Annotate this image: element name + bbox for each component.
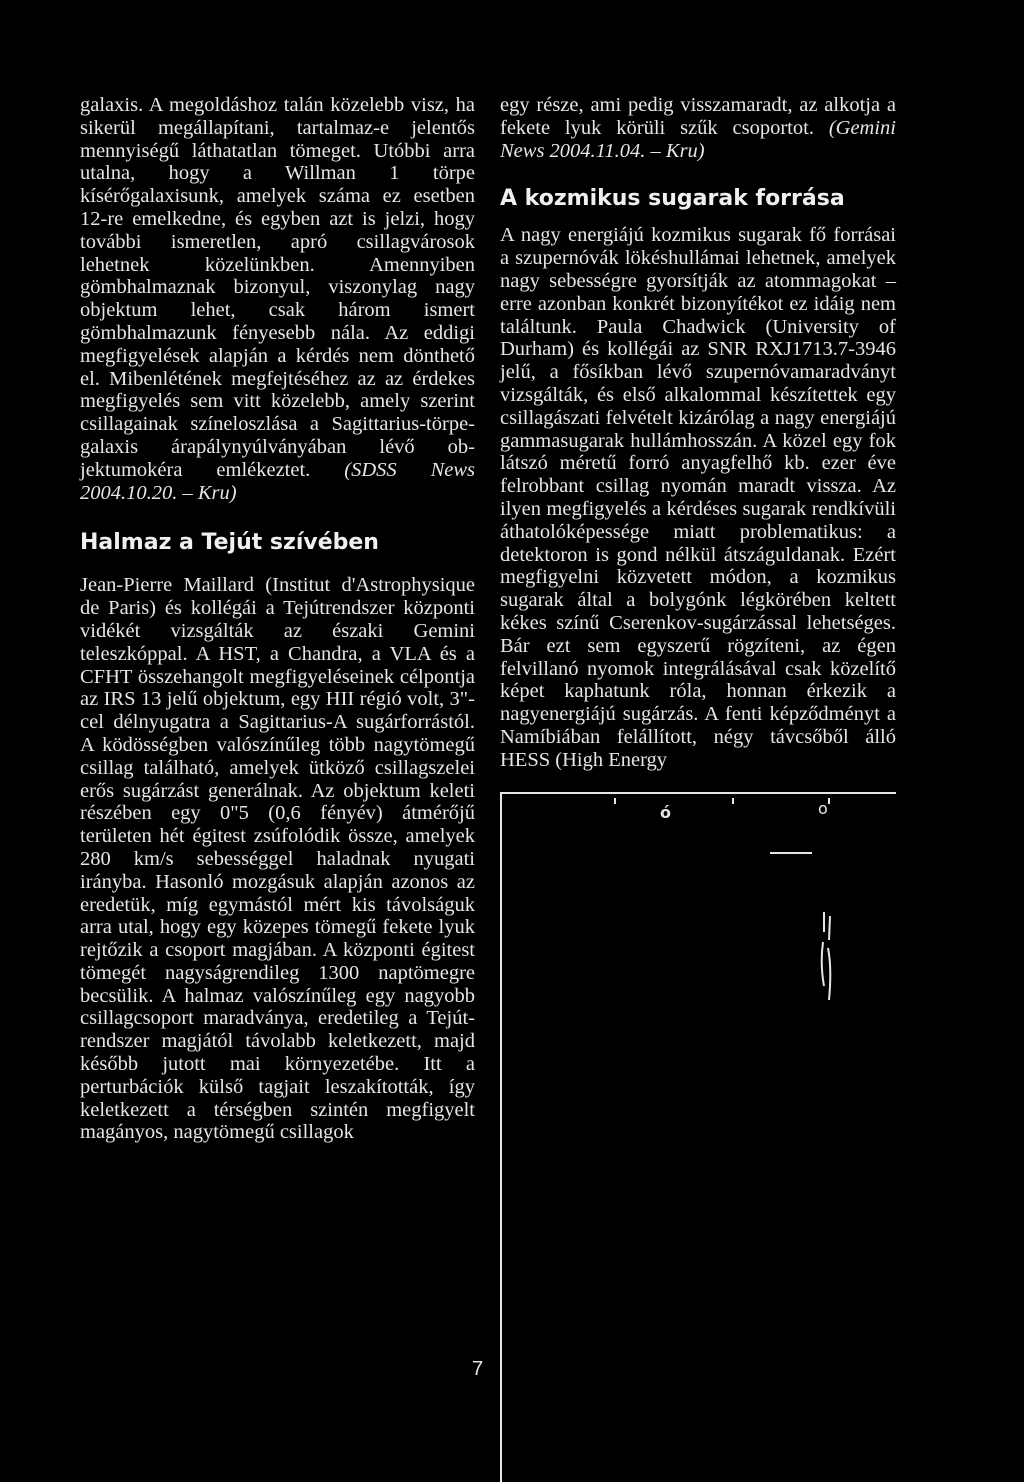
figure-frame <box>500 792 896 1482</box>
page-number: 7 <box>472 1358 484 1380</box>
right-column <box>500 94 896 1482</box>
figure-streaks <box>820 908 844 1008</box>
right-paragraph-0 <box>500 94 896 162</box>
figure-dash-line <box>770 852 812 854</box>
right-paragraph-0-text: egy része, ami pedig visszamaradt, az alkotja a fekete lyuk körüli szűk csoportot. <box>500 94 896 139</box>
left-paragraph-1 <box>80 94 475 504</box>
figure-tick-2 <box>732 798 734 804</box>
article-heading-kozmikus: A kozmikus sugarak forrása <box>500 186 845 212</box>
left-column <box>80 94 475 1144</box>
left-paragraph-2: Jean-Pierre Maillard (Institut d'Astrophysique de Paris) és kollégái a Tejútrendszer központi vidékét vizsgálták az északi Gemini teleszkóppal. A HST, a Chandra, a VLA és a CFHT összehangolt megfigyeléseinek célpontja az IRS 13 jelű objektum, egy HII régió volt, 3"-cel délnyugatra a Sagittarius-A sugárforrástól. A ködösségben valószínűleg több nagytömegű csillag található, amelyek ütköző csillagszelei erős sugárzást generálnak. Az objektum keleti részében egy 0"5 (0,6 fényév) átmérőjű területen hét égitest zsúfolódik össze, amelyek 280 km/s sebességgel haladnak nyugati irányba. Hasonló mozgásuk alapján azonos az eredetük, míg egymástól mért kis távolságuk arra utal, hogy egy közepes tömegű fekete lyuk rejtőzik a csoport magjában. A központi égitest tömegét nagyságrendileg 1300 naptömegre becsülik. A halmaz valószínűleg egy nagyobb csillagcsoport maradványa, eredetileg a Tejútrendszer magjától távolabb keletkezett, majd később jutott mai környezetébe. Itt a perturbációk külső tagjait leszakították, így keletkezett a térségben szintén megfigyelt magányos, nagytömegű csillagok <box>80 574 475 1144</box>
figure-tick-1 <box>614 798 616 804</box>
figure-tick-3 <box>828 798 830 804</box>
left-paragraph-1-text: galaxis. A megoldáshoz talán közelebb visz, ha sikerül megállapítani, tartalmaz-e jelentős mennyiségű láthatatlan tömeget. Utóbbi arra utalna, hogy a Willman 1 törpe kísérőgalaxisunk, amelyek száma ez esetben 12-re emelkedne, és egyben azt is jelzi, hogy további ismeretlen, apró csillagvárosok lehetnek közelünkben. Amennyiben gömbhalmaznak bizonyul, viszonylag nagy objektum lehet, csak három ismert gömbhalmazunk fényesebb nála. Az eddigi megfigyelések alapján a kérdés nem dönthető el. Mibenlétének megfejtéséhez az az érdekes megfigyelés sem vitt közelebb, amely szerint csillagainak színeloszlása a Sagittarius-törpegalaxis árapálynyúlványában lévő objektumokéra emlékeztet. <box>80 94 475 481</box>
left-paragraph-1-source: (SDSS News 2004.10.20. – Kru) <box>80 458 475 504</box>
right-paragraph-1: A nagy energiájú kozmikus sugarak fő forrásai a szupernóvák lökéshullámai lehetnek, amelyek nagy sebességre gyorsítják az atommagokat – erre azonban konkrét bizonyítékot ez idáig nem találtunk. Paula Chadwick (University of Durham) és kollégái az SNR RXJ1713.7-3946 jelű, a fősíkban lévő szupernóvamaradványt vizsgálták, és első alkalommal készítettek egy csillagászati felvételt kizárólag a nagy energiájú gammasugarak hullámhosszán. A közel egy fok látszó méretű forró anyagfelhő kb. ezer éve felrobbant csillag nyomán maradt vissza. Az ilyen megfigyelés a kérdéses sugarak rendkívüli áthatolóképessége miatt problematikus: a detektoron is gond nélkül átszáguldanak. Ezért megfigyelni közvetett módon, a kozmikus sugarak által a bolygónk légkörében keltett kékes színű Cserenkov-sugárzással lehetséges. Bár ezt sem egyszerű rögzíteni, az égen felvillanó nyomok integrálásával csak közelítő képet kaphatunk róla, honnan érkezik a nagyenergiájú sugárzás. A fenti képződményt a Namíbiában felállított, négy távcsőből álló HESS (High Energy <box>500 224 896 771</box>
right-paragraph-0-source: (Gemini News 2004.11.04. – Kru) <box>500 116 896 162</box>
figure-mark-1: ó <box>660 802 671 822</box>
figure-mark-2: o <box>818 798 828 818</box>
article-heading-halmaz: Halmaz a Tejút szívében <box>80 530 379 556</box>
